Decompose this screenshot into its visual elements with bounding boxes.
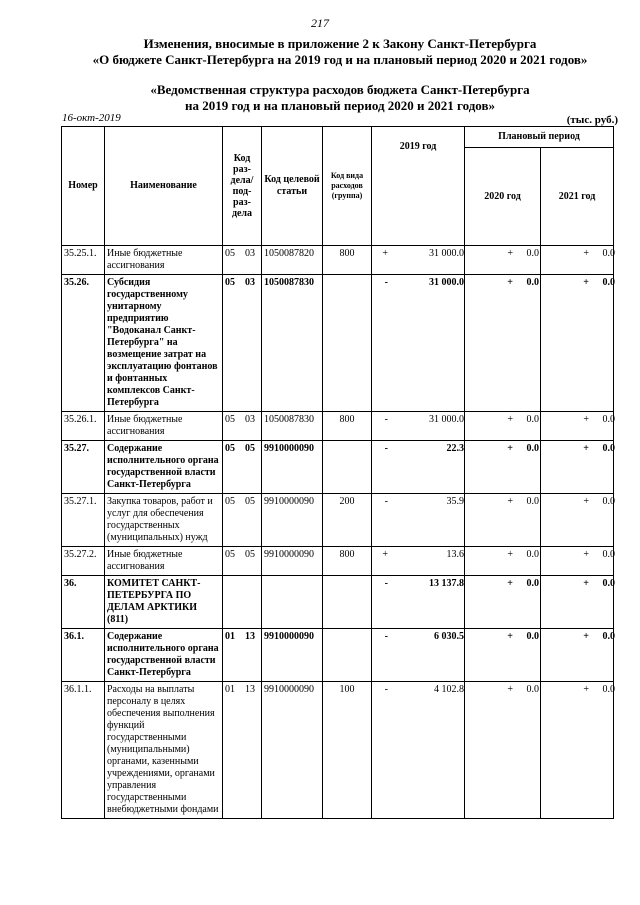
- title-line-1: Изменения, вносимые в приложение 2 к Закону Санкт-Петербурга: [143, 36, 537, 51]
- row-value-2019: 13 137.8: [429, 578, 464, 589]
- row-section: 05: [225, 414, 235, 425]
- row-value-2021: 0.0: [602, 578, 615, 589]
- row-amount-2020: [465, 629, 541, 682]
- row-section: 05: [225, 496, 235, 507]
- row-amount-2019: [372, 412, 465, 441]
- row-value-2020: 0.0: [526, 578, 539, 589]
- row-type-code: 800: [323, 547, 372, 576]
- row-amount-2019: [372, 629, 465, 682]
- row-target-code: 9910000090: [262, 494, 323, 547]
- row-amount-2020: [465, 412, 541, 441]
- row-section-code: [223, 275, 262, 412]
- row-section-code: [223, 629, 262, 682]
- row-sign-2020: +: [507, 443, 513, 454]
- row-number: 35.25.1.: [62, 246, 105, 275]
- row-type-code: 200: [323, 494, 372, 547]
- row-name: Иные бюджетные ассигнования: [105, 412, 223, 441]
- subtitle-line-2: на 2019 год и на плановый период 2020 и 2021 годов»: [184, 98, 495, 113]
- header-2021: 2021 год: [541, 148, 614, 246]
- row-sign-2021: +: [583, 578, 589, 589]
- row-type-code: 100: [323, 682, 372, 819]
- budget-table: [61, 126, 614, 819]
- row-name: Расходы на выплаты персоналу в целях обеспечения выполнения функций государственными (муниципальными) органами, казенными учреждениями, органами управления государственными внебюджетными фондами: [105, 682, 223, 819]
- row-subsection: 03: [245, 248, 255, 259]
- row-value-2020: 0.0: [526, 414, 539, 425]
- row-sign-2020: +: [507, 496, 513, 507]
- row-sign-2020: +: [507, 578, 513, 589]
- row-type-code: 800: [323, 412, 372, 441]
- row-value-2019: 31 000.0: [429, 248, 464, 259]
- row-name: Иные бюджетные ассигнования: [105, 547, 223, 576]
- row-amount-2020: [465, 494, 541, 547]
- header-number: Номер: [62, 127, 105, 246]
- row-value-2020: 0.0: [526, 496, 539, 507]
- row-section-code: [223, 682, 262, 819]
- row-section-code: [223, 494, 262, 547]
- header-plan-period: Плановый период: [465, 127, 614, 148]
- row-amount-2019: [372, 576, 465, 629]
- row-name: Закупка товаров, работ и услуг для обеспечения государственных (муниципальных) нужд: [105, 494, 223, 547]
- row-amount-2019: [372, 275, 465, 412]
- row-sign-2021: +: [583, 248, 589, 259]
- row-subsection: 03: [245, 277, 255, 288]
- row-sign-2019: -: [384, 684, 388, 695]
- row-value-2019: 22.3: [446, 443, 464, 454]
- row-subsection: 03: [245, 414, 255, 425]
- row-type-code: [323, 441, 372, 494]
- row-amount-2021: [541, 576, 614, 629]
- row-sign-2021: +: [583, 277, 589, 288]
- header-type-code: Код вида расходов (группа): [323, 127, 372, 246]
- row-section-code: [223, 412, 262, 441]
- row-section-code: [223, 441, 262, 494]
- budget-table-body: [62, 246, 614, 819]
- row-name: Содержание исполнительного органа государственной власти Санкт-Петербурга: [105, 441, 223, 494]
- row-target-code: 1050087830: [262, 412, 323, 441]
- row-section: 05: [225, 549, 235, 560]
- table-row: [62, 275, 614, 412]
- row-value-2021: 0.0: [602, 631, 615, 642]
- header-target-code: Код целевой статьи: [262, 127, 323, 246]
- table-row: [62, 412, 614, 441]
- row-value-2021: 0.0: [602, 277, 615, 288]
- row-amount-2020: [465, 275, 541, 412]
- row-amount-2020: [465, 682, 541, 819]
- row-name: Содержание исполнительного органа государственной власти Санкт-Петербурга: [105, 629, 223, 682]
- row-sign-2021: +: [583, 684, 589, 695]
- row-target-code: 1050087820: [262, 246, 323, 275]
- header-section-code-text: Код раз-дела/под-раз-дела: [230, 153, 254, 219]
- table-row: [62, 547, 614, 576]
- row-value-2020: 0.0: [526, 248, 539, 259]
- row-amount-2020: [465, 246, 541, 275]
- row-number: 36.: [62, 576, 105, 629]
- row-value-2020: 0.0: [526, 443, 539, 454]
- row-sign-2021: +: [583, 631, 589, 642]
- row-value-2021: 0.0: [602, 443, 615, 454]
- row-target-code: [262, 576, 323, 629]
- row-sign-2019: -: [384, 496, 388, 507]
- row-sign-2019: -: [384, 631, 388, 642]
- row-value-2019: 35.9: [446, 496, 464, 507]
- row-target-code: 9910000090: [262, 441, 323, 494]
- row-subsection: 13: [245, 631, 255, 642]
- header-2020: 2020 год: [465, 148, 541, 246]
- row-sign-2020: +: [507, 684, 513, 695]
- row-sign-2019: -: [384, 277, 388, 288]
- row-value-2019: 6 030.5: [434, 631, 464, 642]
- row-amount-2021: [541, 682, 614, 819]
- row-value-2021: 0.0: [602, 414, 615, 425]
- row-type-code: [323, 275, 372, 412]
- document-subtitle: [40, 82, 640, 114]
- row-amount-2020: [465, 576, 541, 629]
- units-label: (тыс. руб.): [566, 114, 618, 126]
- row-sign-2019: -: [384, 414, 388, 425]
- row-sign-2020: +: [507, 549, 513, 560]
- row-amount-2019: [372, 682, 465, 819]
- row-name: Иные бюджетные ассигнования: [105, 246, 223, 275]
- row-section: 05: [225, 277, 235, 288]
- row-target-code: 9910000090: [262, 682, 323, 819]
- row-amount-2019: [372, 246, 465, 275]
- row-sign-2021: +: [583, 443, 589, 454]
- row-target-code: 9910000090: [262, 629, 323, 682]
- table-row: [62, 441, 614, 494]
- row-amount-2021: [541, 441, 614, 494]
- row-sign-2019: -: [384, 578, 388, 589]
- row-amount-2021: [541, 494, 614, 547]
- table-row: [62, 682, 614, 819]
- title-line-2: «О бюджете Санкт-Петербурга на 2019 год и на плановый период 2020 и 2021 годов»: [92, 52, 588, 67]
- row-subsection: 13: [245, 684, 255, 695]
- row-value-2021: 0.0: [602, 549, 615, 560]
- row-section-code: [223, 576, 262, 629]
- row-value-2021: 0.0: [602, 248, 615, 259]
- row-number: 36.1.1.: [62, 682, 105, 819]
- row-subsection: 05: [245, 443, 255, 454]
- row-target-code: 1050087830: [262, 275, 323, 412]
- row-sign-2020: +: [507, 414, 513, 425]
- row-sign-2021: +: [583, 496, 589, 507]
- row-amount-2019: [372, 494, 465, 547]
- row-value-2019: 31 000.0: [429, 277, 464, 288]
- row-amount-2021: [541, 547, 614, 576]
- row-value-2020: 0.0: [526, 684, 539, 695]
- row-amount-2020: [465, 547, 541, 576]
- row-amount-2019: [372, 441, 465, 494]
- row-sign-2020: +: [507, 631, 513, 642]
- row-number: 35.26.: [62, 275, 105, 412]
- row-value-2021: 0.0: [602, 496, 615, 507]
- row-number: 35.27.2.: [62, 547, 105, 576]
- row-sign-2019: +: [382, 549, 388, 560]
- header-name: Наименование: [105, 127, 223, 246]
- row-amount-2020: [465, 441, 541, 494]
- document-title: [40, 36, 640, 68]
- row-number: 35.27.1.: [62, 494, 105, 547]
- row-section: 05: [225, 248, 235, 259]
- row-value-2019: 31 000.0: [429, 414, 464, 425]
- row-number: 35.27.: [62, 441, 105, 494]
- row-section: 05: [225, 443, 235, 454]
- row-value-2020: 0.0: [526, 631, 539, 642]
- row-value-2020: 0.0: [526, 549, 539, 560]
- row-sign-2021: +: [583, 414, 589, 425]
- row-value-2021: 0.0: [602, 684, 615, 695]
- row-value-2019: 4 102.8: [434, 684, 464, 695]
- document-date: 16-окт-2019: [62, 112, 121, 124]
- row-sign-2020: +: [507, 277, 513, 288]
- row-amount-2021: [541, 629, 614, 682]
- page-number: 217: [311, 16, 329, 30]
- row-sign-2019: +: [382, 248, 388, 259]
- table-row: [62, 494, 614, 547]
- row-section: 01: [225, 684, 235, 695]
- row-subsection: 05: [245, 549, 255, 560]
- row-subsection: 05: [245, 496, 255, 507]
- row-section: 01: [225, 631, 235, 642]
- row-type-code: [323, 576, 372, 629]
- row-sign-2019: -: [384, 443, 388, 454]
- subtitle-line-1: «Ведомственная структура расходов бюджета Санкт-Петербурга: [150, 82, 530, 97]
- row-number: 35.26.1.: [62, 412, 105, 441]
- row-number: 36.1.: [62, 629, 105, 682]
- row-amount-2021: [541, 412, 614, 441]
- row-name: КОМИТЕТ САНКТ-ПЕТЕРБУРГА ПО ДЕЛАМ АРКТИКИ (811): [105, 576, 223, 629]
- header-2019: 2019 год: [372, 127, 465, 246]
- header-section-code: [223, 127, 262, 246]
- row-amount-2021: [541, 275, 614, 412]
- row-sign-2020: +: [507, 248, 513, 259]
- table-row: [62, 246, 614, 275]
- row-sign-2021: +: [583, 549, 589, 560]
- row-type-code: 800: [323, 246, 372, 275]
- row-amount-2021: [541, 246, 614, 275]
- row-section-code: [223, 246, 262, 275]
- row-target-code: 9910000090: [262, 547, 323, 576]
- table-row: [62, 629, 614, 682]
- row-amount-2019: [372, 547, 465, 576]
- row-name: Субсидия государственному унитарному предприятию "Водоканал Санкт-Петербурга" на возмещение затрат на эксплуатацию фонтанов и фонтанных комплексов Санкт-Петербурга: [105, 275, 223, 412]
- row-section-code: [223, 547, 262, 576]
- row-value-2020: 0.0: [526, 277, 539, 288]
- row-type-code: [323, 629, 372, 682]
- table-row: [62, 576, 614, 629]
- row-value-2019: 13.6: [446, 549, 464, 560]
